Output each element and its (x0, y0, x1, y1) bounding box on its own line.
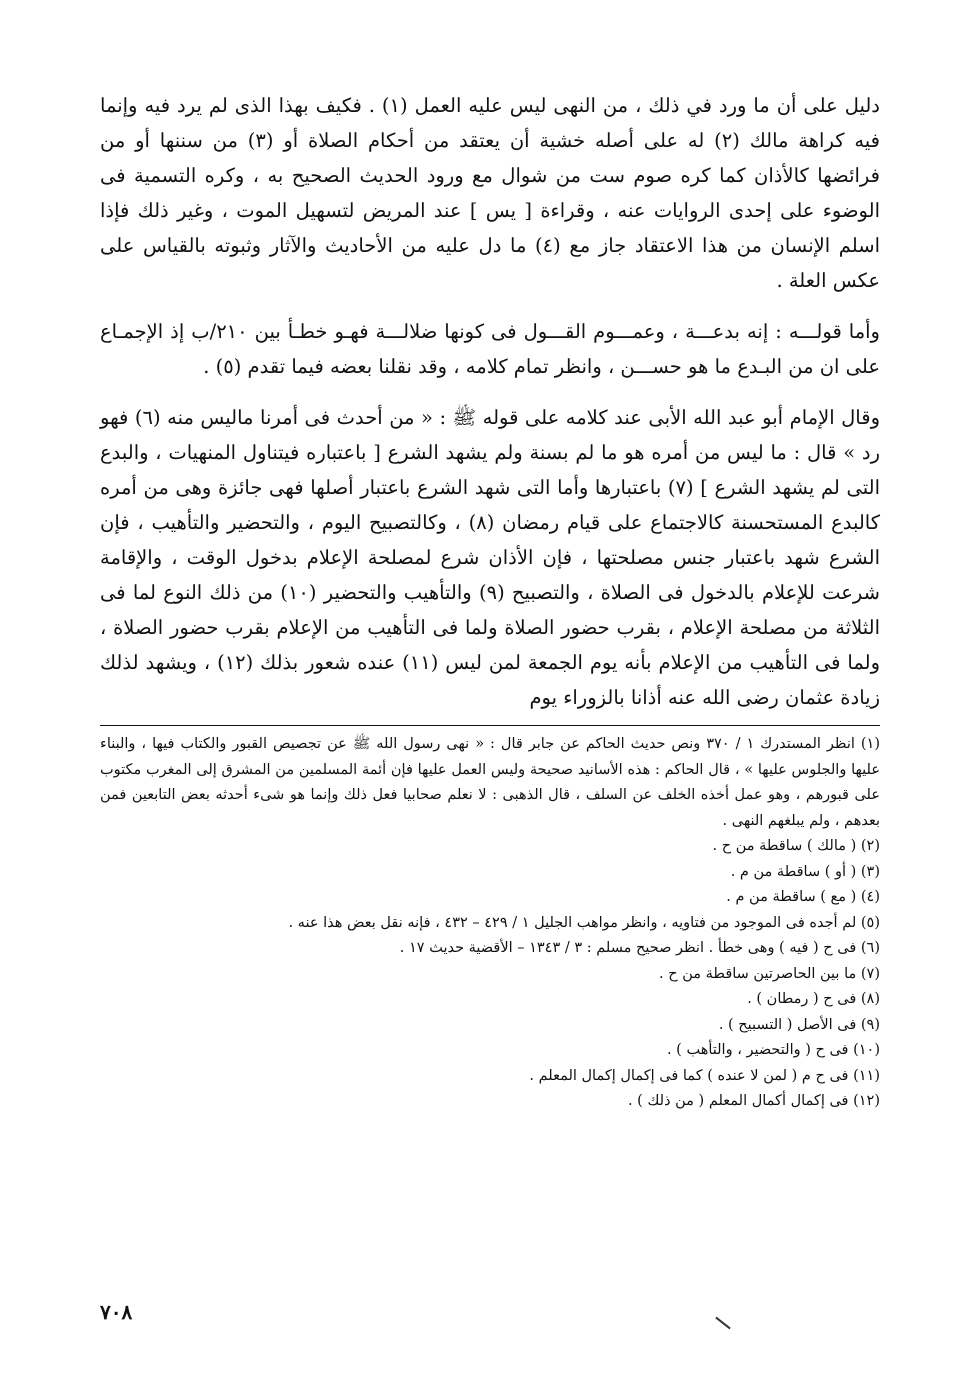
footnote-2: (٢) ( مالك ) ساقطة من ح . (712, 838, 880, 854)
footnote-7: (٧) ما بين الحاصرتين ساقطة من ح . (659, 965, 880, 982)
paragraph-3: وقال الإمام أبو عبد الله الأبى عند كلامه على قوله ﷺ : « من أحدث فى أمرنا ماليس منه (٦) فهو رد » قال : ما ليس من أمره هو ما لم بسنة ولم يشهد الشرع [ باعتباره فيتناول المنهيات ، والبدع التى لم يشهد الشرع ] (٧) باعتبارها وأما التى شهد الشرع باعتبار أصلها فهى جائزة وهى من أمره كالبدع المستحسنة كالاجتماع على قيام رمضان (٨) ، وكالتصبيح اليوم ، والتحضير والتأهيب ، فإن الشرع شهد باعتبار جنس مصلحتها ، فإن الأذان شرع لمصلحة الإعلام بدخول الوقت ، والإقامة شرعت للإعلام بالدخول فى الصلاة ، والتصبيح (٩) والتأهيب والتحضير (١٠) من ذلك النوع لما فى الثلاثة من مصلحة الإعلام ، بقرب حضور الصلاة ولما فى التأهيب من الإعلام بقرب حضور الصلاة ، ولما فى التأهيب من الإعلام بأنه يوم الجمعة لمن ليس (١١) عنده شعور بذلك (١٢) ، ويشهد لذلك زيادة عثمان رضى الله عنه أذانا بالزوراء يوم (100, 406, 881, 709)
document-page (100, 88, 880, 1115)
footnote-5: (٥) لم أجده فى الموجود من فتاويه ، وانظر مواهب الجليل ١ / ٤٢٩ – ٤٣٢ ، فإنه نقل بعض هذا عنه . (288, 914, 880, 931)
paragraph-2: وأما قولـــه : إنه بدعـــة ، وعمـــوم القـــول فى كونها ضلالـــة فهـو خطـأ بين ٢١٠/ب إذ الإجمـاع على ان من البـدع ما هو حســـن ، وانظر تمام كلامه ، وقد نقلنا بعضه فيما تقدم (٥) . (100, 320, 880, 378)
footnote-1: (١) انظر المستدرك ١ / ٣٧٠ ونص حديث الحاكم عن جابر قال : « نهى رسول الله ﷺ عن تجصيص القبور والكتاب فيها ، والبناء عليها والجلوس عليها » ، قال الحاكم : هذه الأسانيد صحيحة وليس العمل عليها فإن أئمة المسلمين من المشرق إلى المغرب مكتوب على قبورهم ، وهو عمل أخذه الخلف عن السلف ، قال الذهبى : لا نعلم صحابيا فعل ذلك وإنما هو شىء أحدثه بعض التابعين فمن بعدهم ، ولم يبلغهم النهى . (100, 736, 880, 829)
footnote-9: (٩) فى الأصل ( التسبيح ) . (718, 1016, 880, 1033)
footnote-divider (100, 725, 880, 726)
footnote-10: (١٠) فى ح ( والتحضير ، والتأهب ) . (666, 1042, 880, 1058)
page-number: ٧٠٨ (100, 1300, 133, 1324)
paragraph-1: دليل على أن ما ورد في ذلك ، من النهى ليس عليه العمل (١) . فكيف بهذا الذى لم يرد فيه وإنما فيه كراهة مالك (٢) له على أصله خشية أن يعتقد من أحكام الصلاة أو (٣) من سننها أو من فرائضها كالأذان كما كره صوم ست من شوال مع ورود الحديث الصحيح به ، وكره التسمية فى الوضوء على إحدى الروايات عنه ، وقراءة [ يس ] عند المريض لتسهيل الموت ، وغير ذلك فإذا اسلم الإنسان من هذا الاعتقاد جاز مع (٤) ما دل عليه من الأحاديث والآثار وثبوته بالقياس على عكس العلة . (100, 94, 881, 292)
footnote-8: (٨) فى ح ( رمطان ) . (747, 991, 880, 1007)
footnote-11: (١١) فى ح م ( لمن لا عنده ) كما فى إكمال إكمال المعلم . (529, 1067, 880, 1084)
footnotes (100, 732, 880, 1115)
footnote-12: (١٢) فى إكمال أكمال المعلم ( من ذلك ) . (627, 1093, 880, 1109)
footnote-3: (٣) ( أو ) ساقطة من م . (730, 863, 880, 880)
scan-mark (715, 1317, 730, 1330)
body-text (100, 88, 880, 715)
footnote-6: (٦) فى ح ( فيه ) وهى خطأ . انظر صحيح مسلم : ٣ / ١٣٤٣ – الأقضية حديث ١٧ . (399, 940, 880, 956)
footnote-4: (٤) ( مع ) ساقطة من م . (726, 889, 880, 905)
